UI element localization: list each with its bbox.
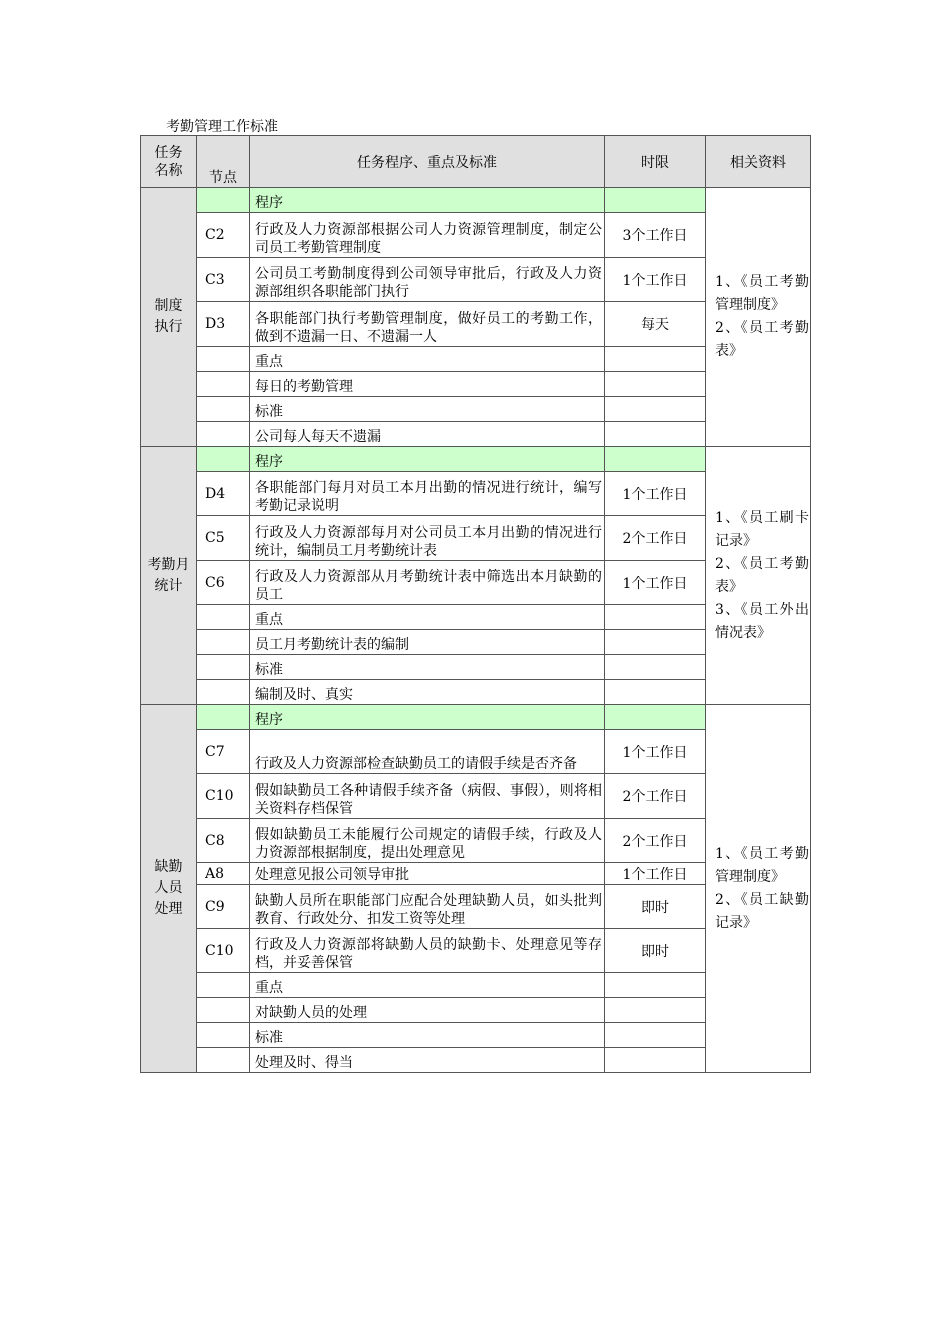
node-id: C5 [197, 516, 250, 561]
header-row [141, 136, 811, 188]
time-cell-empty [605, 705, 706, 730]
node-id: D3 [197, 302, 250, 347]
step-description: 处理意见报公司领导审批 [250, 863, 605, 885]
time-cell-empty [605, 422, 706, 447]
time-cell-empty [605, 1023, 706, 1048]
step-description: 缺勤人员所在职能部门应配合处理缺勤人员，如头批判教育、行政处分、扣发工资等处理 [250, 885, 605, 929]
task-name-line: 执行 [154, 319, 183, 335]
node-id: C8 [197, 819, 250, 863]
reference-item: 2、《员工考勤表》 [715, 320, 809, 359]
task-name-line: 处理 [154, 901, 183, 917]
node-cell-empty [197, 347, 250, 372]
step-time-limit: 每天 [605, 302, 706, 347]
task-name-line: 人员 [154, 880, 183, 896]
step-description: 行政及人力资源部每月对公司员工本月出勤的情况进行统计，编制员工月考勤统计表 [250, 516, 605, 561]
step-description: 公司员工考勤制度得到公司领导审批后，行政及人力资源部组织各职能部门执行 [250, 258, 605, 302]
step-time-limit: 1个工作日 [605, 561, 706, 605]
reference-item: 2、《员工缺勤记录》 [715, 891, 809, 931]
step-time-limit: 2个工作日 [605, 819, 706, 863]
node-id: C3 [197, 258, 250, 302]
step-time-limit: 即时 [605, 885, 706, 929]
step-time-limit: 即时 [605, 929, 706, 973]
node-cell-empty [197, 680, 250, 705]
standard-label: 标准 [250, 655, 605, 680]
attendance-standard-table [140, 135, 811, 1073]
step-description: 各职能部门执行考勤管理制度，做好员工的考勤工作，做到不遗漏一日、不遗漏一人 [250, 302, 605, 347]
standard-text: 公司每人每天不遗漏 [250, 422, 605, 447]
time-cell-empty [605, 680, 706, 705]
time-cell-empty [605, 998, 706, 1023]
node-cell-empty [197, 630, 250, 655]
procedure-label: 程序 [250, 188, 605, 213]
reference-item: 3、《员工外出情况表》 [715, 601, 809, 641]
node-id: C10 [197, 774, 250, 819]
time-cell-empty [605, 1048, 706, 1073]
header-references: 相关资料 [706, 136, 811, 188]
time-cell-empty [605, 347, 706, 372]
task-name-line: 统计 [154, 577, 183, 594]
section-procedure-row [141, 705, 811, 730]
key-point: 对缺勤人员的处理 [250, 998, 605, 1023]
step-time-limit: 3个工作日 [605, 213, 706, 258]
time-cell-empty [605, 655, 706, 680]
step-time-limit: 1个工作日 [605, 863, 706, 885]
node-cell-empty [197, 705, 250, 730]
standard-label: 标准 [250, 397, 605, 422]
procedure-label: 程序 [250, 447, 605, 472]
section-procedure-row [141, 447, 811, 472]
reference-item: 1、《员工刷卡记录》 [715, 509, 809, 549]
time-cell-empty [605, 188, 706, 213]
references-cell [706, 705, 811, 1073]
reference-item: 2、《员工考勤表》 [715, 555, 809, 595]
reference-item: 1、《员工考勤管理制度》 [715, 845, 809, 885]
node-cell-empty [197, 1048, 250, 1073]
procedure-label: 程序 [250, 705, 605, 730]
node-cell-empty [197, 422, 250, 447]
time-cell-empty [605, 973, 706, 998]
step-time-limit: 2个工作日 [605, 774, 706, 819]
node-cell-empty [197, 188, 250, 213]
task-name-line: 缺勤 [154, 859, 183, 875]
section-procedure-row [141, 188, 811, 213]
step-description: 行政及人力资源部从月考勤统计表中筛选出本月缺勤的员工 [250, 561, 605, 605]
node-cell-empty [197, 1023, 250, 1048]
step-description: 各职能部门每月对员工本月出勤的情况进行统计，编写考勤记录说明 [250, 472, 605, 516]
header-task-name [141, 136, 197, 188]
step-description: 行政及人力资源部检查缺勤员工的请假手续是否齐备 [250, 730, 605, 774]
step-time-limit: 1个工作日 [605, 258, 706, 302]
node-id: C6 [197, 561, 250, 605]
key-label: 重点 [250, 605, 605, 630]
time-cell-empty [605, 605, 706, 630]
node-cell-empty [197, 447, 250, 472]
step-time-limit: 1个工作日 [605, 472, 706, 516]
task-name-cell [141, 447, 197, 705]
step-description: 假如缺勤员工各种请假手续齐备（病假、事假），则将相关资料存档保管 [250, 774, 605, 819]
time-cell-empty [605, 397, 706, 422]
node-id: C2 [197, 213, 250, 258]
references-cell [706, 447, 811, 705]
node-cell-empty [197, 655, 250, 680]
standard-text: 编制及时、真实 [250, 680, 605, 705]
step-description: 行政及人力资源部将缺勤人员的缺勤卡、处理意见等存档，并妥善保管 [250, 929, 605, 973]
time-cell-empty [605, 372, 706, 397]
standard-text: 处理及时、得当 [250, 1048, 605, 1073]
node-cell-empty [197, 605, 250, 630]
task-name-line: 考勤月 [147, 556, 190, 573]
key-label: 重点 [250, 347, 605, 372]
task-name-line: 制度 [154, 298, 183, 314]
node-id: D4 [197, 472, 250, 516]
references-cell [706, 188, 811, 447]
node-id: C9 [197, 885, 250, 929]
task-name-cell [141, 705, 197, 1073]
node-cell-empty [197, 372, 250, 397]
node-id: C7 [197, 730, 250, 774]
header-procedure: 任务程序、重点及标准 [250, 136, 605, 188]
key-point: 每日的考勤管理 [250, 372, 605, 397]
node-cell-empty [197, 998, 250, 1023]
header-node: 节点 [197, 136, 250, 188]
step-time-limit: 1个工作日 [605, 730, 706, 774]
node-cell-empty [197, 397, 250, 422]
step-description: 假如缺勤员工未能履行公司规定的请假手续，行政及人力资源部根据制度，提出处理意见 [250, 819, 605, 863]
document-title: 考勤管理工作标准 [166, 119, 278, 135]
standard-label: 标准 [250, 1023, 605, 1048]
time-cell-empty [605, 630, 706, 655]
time-cell-empty [605, 447, 706, 472]
header-time-limit: 时限 [605, 136, 706, 188]
reference-item: 1、《员工考勤管理制度》 [715, 274, 809, 313]
task-name-cell [141, 188, 197, 447]
node-id: C10 [197, 929, 250, 973]
key-label: 重点 [250, 973, 605, 998]
step-description: 行政及人力资源部根据公司人力资源管理制度，制定公司员工考勤管理制度 [250, 213, 605, 258]
node-id: A8 [197, 863, 250, 885]
header-task-name-text: 任务 名称 [154, 144, 183, 179]
node-cell-empty [197, 973, 250, 998]
key-point: 员工月考勤统计表的编制 [250, 630, 605, 655]
step-time-limit: 2个工作日 [605, 516, 706, 561]
